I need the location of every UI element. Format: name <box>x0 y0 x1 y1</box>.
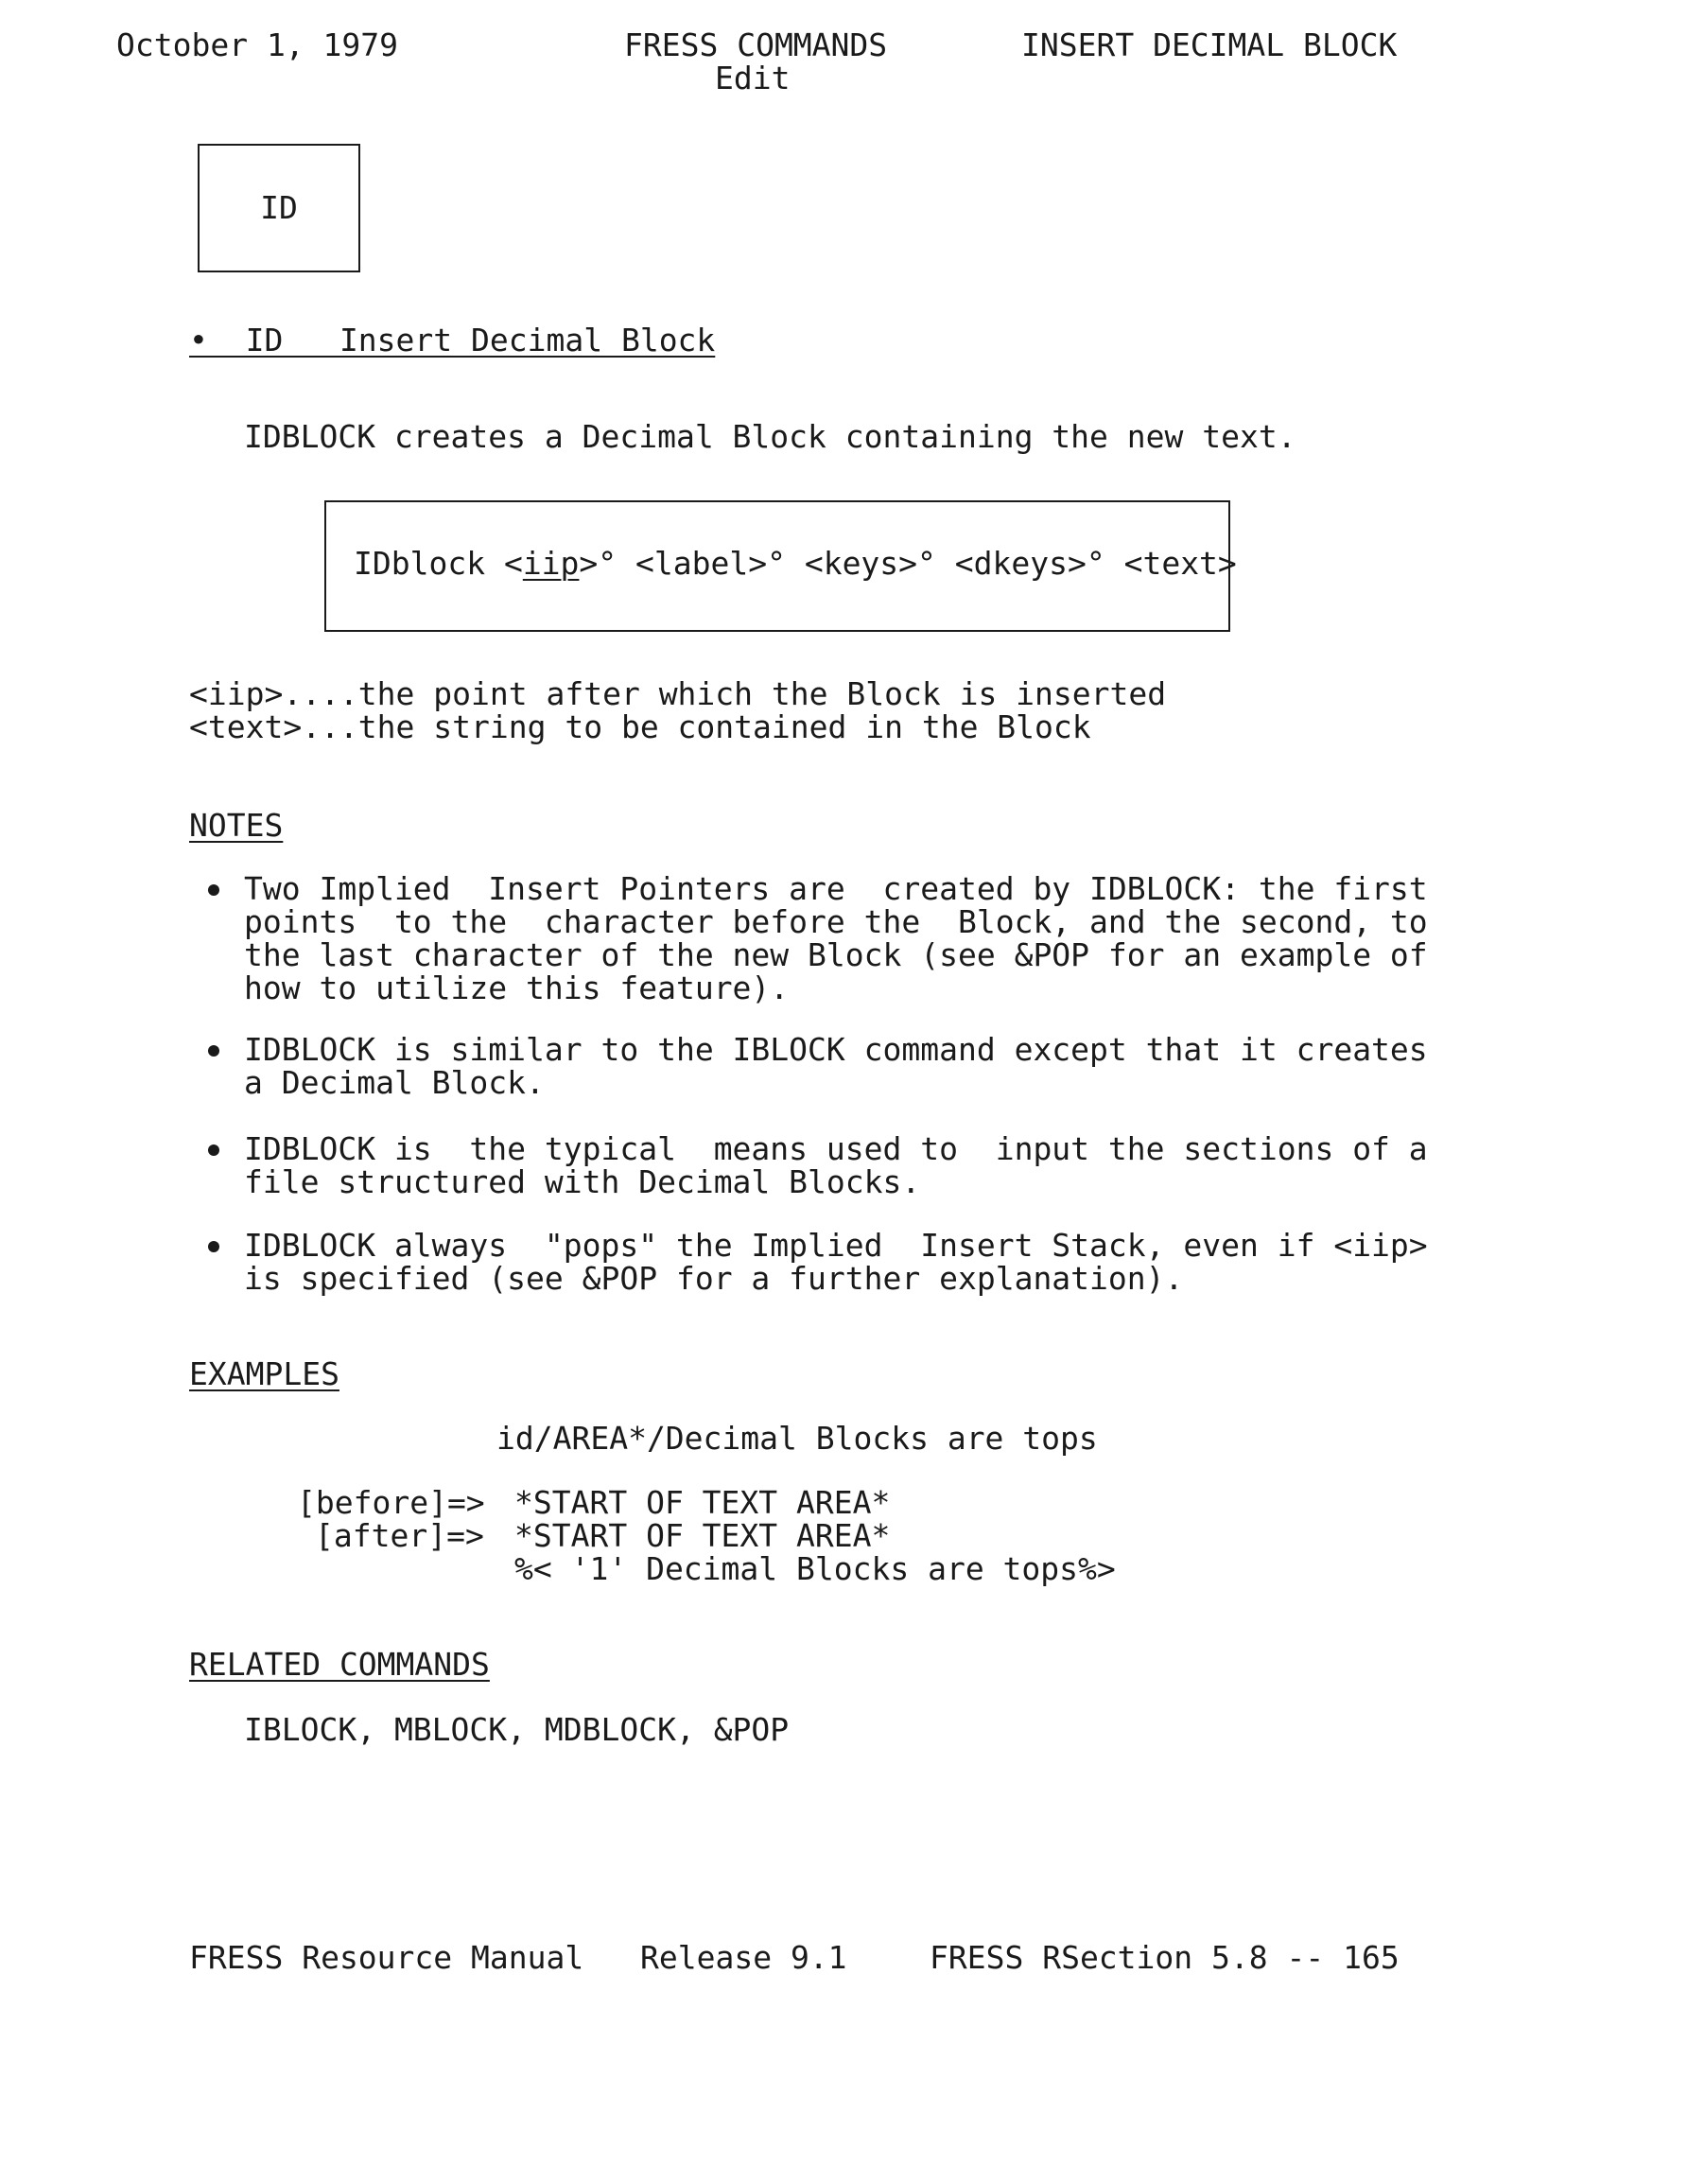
header-date: October 1, 1979 <box>116 26 399 63</box>
footer-page: FRESS RSection 5.8 -- 165 <box>930 1939 1400 1976</box>
footer-manual: FRESS Resource Manual <box>189 1939 584 1976</box>
note-text: Two Implied Insert Pointers are created by IDBLOCK: the first points to the character before the Block, and the second, to the last character of the new Block (see &POP for an example of how to utilize this feature). <box>244 870 1428 1006</box>
bullet-icon <box>208 1241 219 1252</box>
example-after-text: *START OF TEXT AREA* <box>514 1517 891 1554</box>
note-text: IDBLOCK always "pops" the Implied Insert Stack, even if <iip> is specified (see &POP for a further explanation). <box>244 1227 1428 1297</box>
param-iip: <iip>....the point after which the Block is inserted <box>189 675 1167 712</box>
syntax-iip: iip <box>522 545 580 582</box>
bullet-icon <box>208 884 219 896</box>
header-section: INSERT DECIMAL BLOCK <box>1021 26 1398 63</box>
related-commands-list: IBLOCK, MBLOCK, MDBLOCK, &POP <box>244 1711 790 1748</box>
note-text: IDBLOCK is the typical means used to input the sections of a file structured with Decimal Blocks. <box>244 1130 1428 1200</box>
command-abbreviation: ID <box>260 189 298 226</box>
example-after-result: %< '1' Decimal Blocks are tops%> <box>514 1550 1116 1587</box>
syntax-box <box>324 500 1237 632</box>
param-text: <text>...the string to be contained in the Block <box>189 708 1091 745</box>
command-description: IDBLOCK creates a Decimal Block containing the new text. <box>244 418 1296 455</box>
bullet-icon <box>208 1045 219 1057</box>
syntax-rest: >° <label>° <keys>° <dkeys>° <text> <box>579 545 1237 582</box>
syntax-line <box>354 547 1237 580</box>
header-title: FRESS COMMANDS <box>624 26 888 63</box>
header-subtitle: Edit <box>715 60 791 96</box>
note-text: IDBLOCK is similar to the IBLOCK command except that it creates a Decimal Block. <box>244 1031 1428 1101</box>
examples-heading: EXAMPLES <box>189 1355 339 1392</box>
bullet-icon <box>208 1144 219 1156</box>
footer-release: Release 9.1 <box>640 1939 847 1976</box>
example-command: id/AREA*/Decimal Blocks are tops <box>496 1420 1098 1457</box>
command-abbreviation-box <box>198 144 360 272</box>
example-after-label: [after]=> <box>315 1517 484 1554</box>
command-heading: • ID Insert Decimal Block <box>189 322 716 358</box>
example-before-text: *START OF TEXT AREA* <box>514 1484 891 1521</box>
syntax-prefix: IDblock < <box>354 545 523 582</box>
related-commands-heading: RELATED COMMANDS <box>189 1646 490 1683</box>
example-before-label: [before]=> <box>297 1484 485 1521</box>
notes-heading: NOTES <box>189 807 284 844</box>
